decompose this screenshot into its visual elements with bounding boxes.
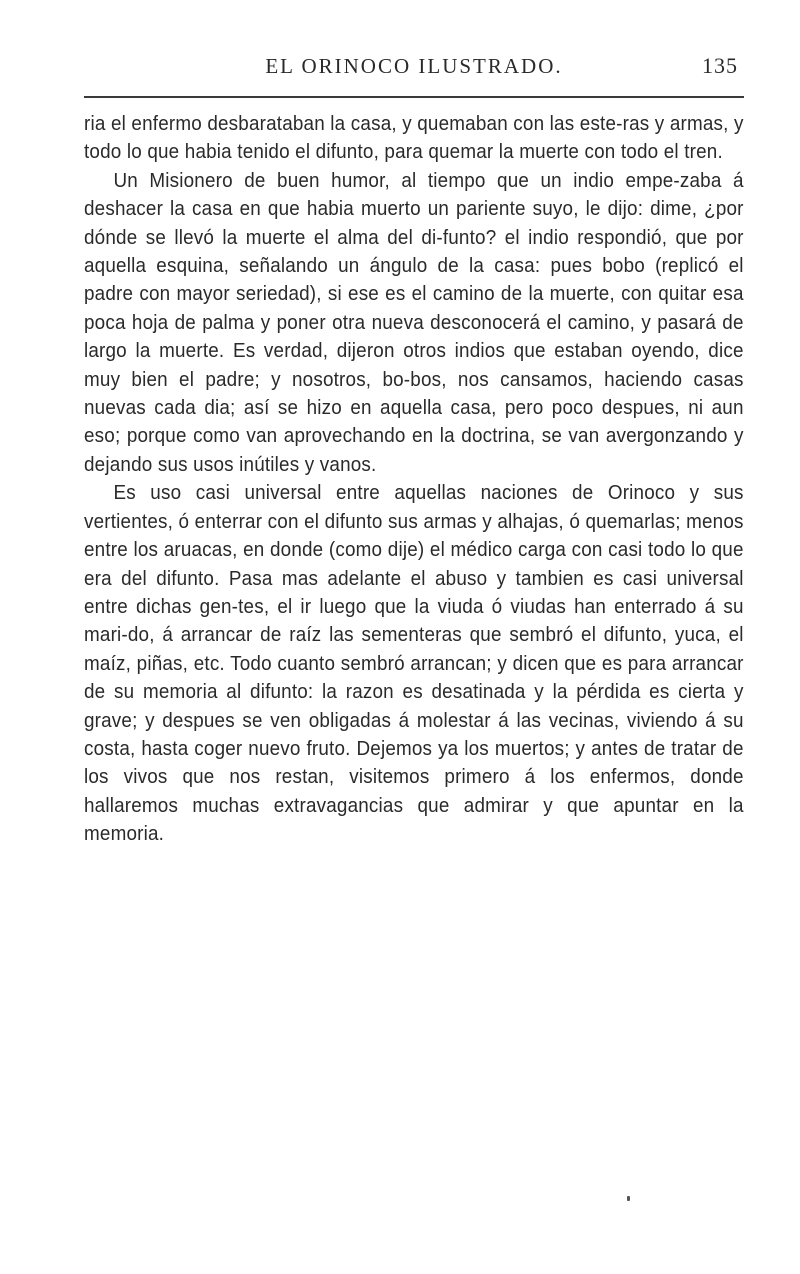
paragraph-missionary-anecdote: Un Misionero de buen humor, al tiempo que un indio empe-zaba á deshacer la casa en que habia muerto un pariente suyo, le dijo: dime, ¿por dónde se llevó la muerte el alma del di-funto? el indio respondió, que por aquella esquina, señalando un ángulo de la casa: pues bobo (replicó el padre con mayor seriedad), si ese es el camino de la muerte, con quitar esa poca hoja de palma y poner otra nueva desconocerá el camino, y pasará de largo la muerte. Es verdad, dijeron otros indios que estaban oyendo, dice muy bien el padre; y nosotros, bo-bos, nos cansamos, haciendo casas nuevas cada dia; así se hizo en aquella casa, pero poco despues, ni aun eso; porque como van aprovechando en la doctrina, se van avergonzando y dejando sus usos inútiles y vanos.	[84, 168, 744, 476]
page-header	[84, 52, 744, 92]
page-number: 135	[702, 53, 738, 78]
ink-speck	[627, 1196, 630, 1201]
header-rule	[84, 96, 744, 98]
paragraph-continuation: ria el enfermo desbarataban la casa, y quemaban con las este-ras y armas, y todo lo que habia tenido el difunto, para quemar la muerte con todo el tren.	[84, 112, 744, 164]
running-title: EL ORINOCO ILUSTRADO.	[265, 54, 563, 78]
paragraph-burial-customs: Es uso casi universal entre aquellas naciones de Orinoco y sus vertientes, ó enterrar con el difunto sus armas y alhajas, ó quemarlas; menos entre los aruacas, en donde (como dije) el médico carga con casi todo lo que era del difunto. Pasa mas adelante el abuso y tambien es casi universal entre dichas gen-tes, el ir luego que la viuda ó viudas han enterrado á su mari-do, á arrancar de raíz las sementeras que sembró el difunto, yuca, el maíz, piñas, etc. Todo cuanto sembró arrancan; y dicen que es para arrancar de su memoria al difunto: la razon es desatinada y la pérdida es cierta y grave; y despues se ven obligadas á molestar á las vecinas, viviendo á su costa, hasta coger nuevo fruto. Dejemos ya los muertos; y antes de tratar de los vivos que nos restan, visitemos primero á los enfermos, donde hallaremos muchas extravagancias que admirar y que apuntar en la memoria.	[84, 481, 744, 846]
body-text	[84, 110, 744, 849]
